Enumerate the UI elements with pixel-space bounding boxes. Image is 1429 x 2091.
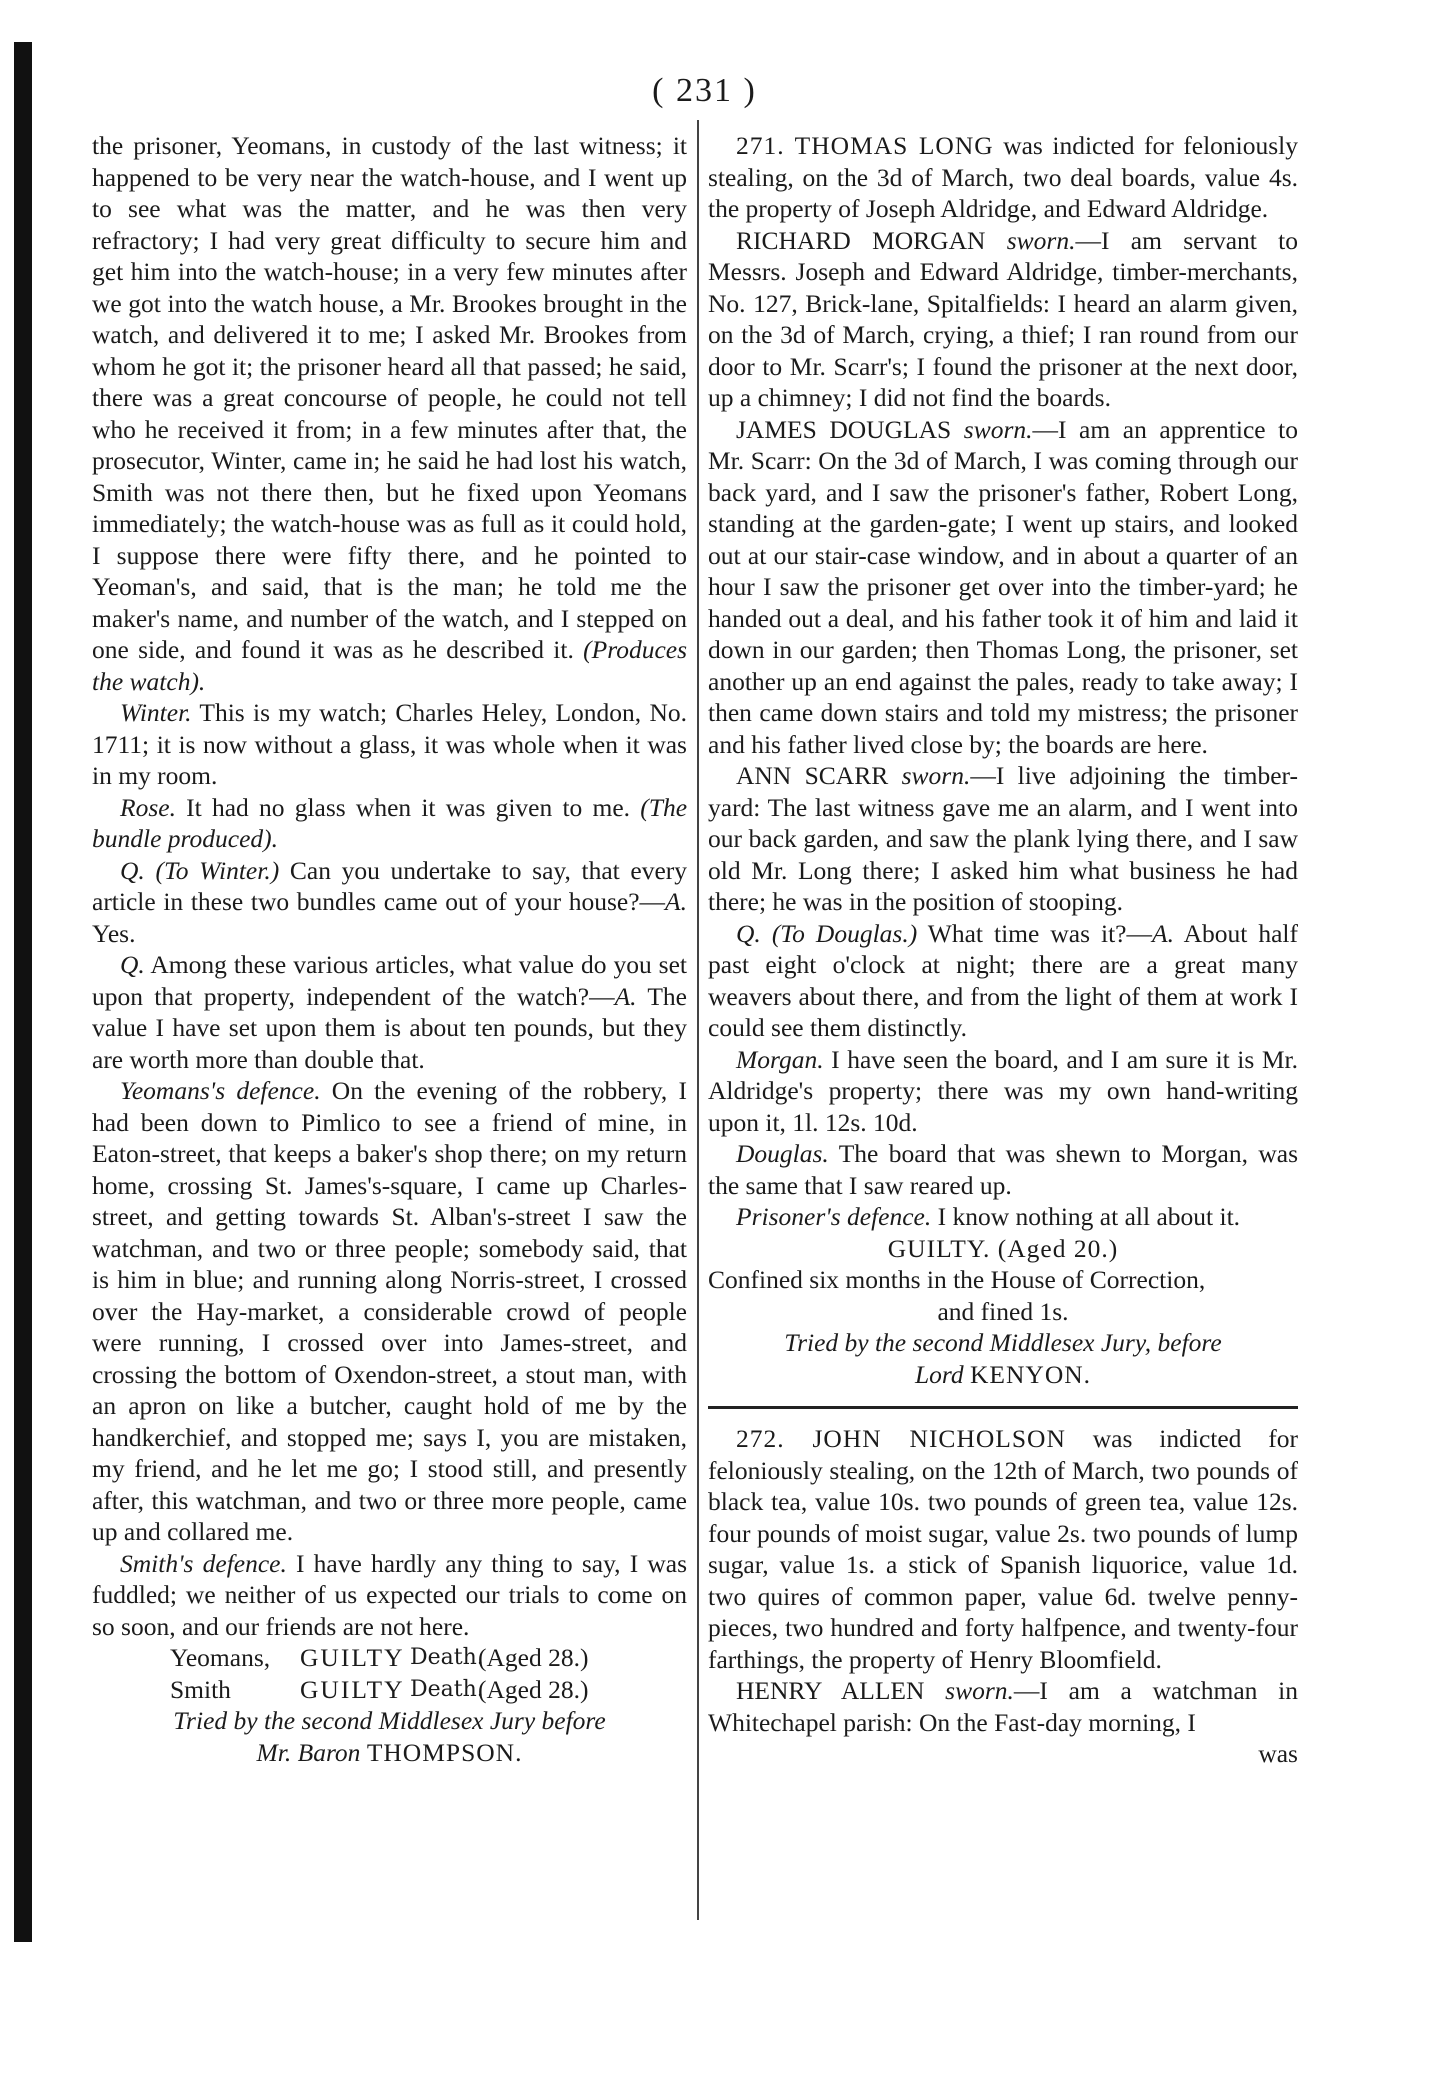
sentence-line: Confined six months in the House of Correction, — [708, 1265, 1206, 1294]
question-to-douglas — [708, 918, 1298, 1044]
age: (Aged 28.) — [478, 1674, 589, 1704]
testimony-text: —I live adjoining the timber-yard: The last witness gave me an alarm, and I went into our back garden, and saw the plank lying there, and I saw old Mr. Long there; I asked him what business he had there; he was in the position of stooping. — [708, 761, 1299, 916]
case-272-indictment — [708, 1423, 1298, 1675]
witness-name: RICHARD MORGAN — [736, 225, 986, 255]
case-heading: 272. JOHN NICHOLSON — [736, 1424, 1066, 1453]
testimony-text: The board that was shewn to Morgan, was the same that I saw reared up. — [708, 1139, 1298, 1200]
speaker-label: Morgan. — [736, 1044, 824, 1074]
verdict: GUILTY — [300, 1643, 405, 1672]
column-divider — [697, 120, 699, 1920]
defence-label: Prisoner's defence. — [736, 1202, 932, 1231]
judge-name: THOMPSON. — [366, 1737, 523, 1767]
indictment-text: was indicted for feloniously stealing, on the 12th of March, two pounds of black tea, value 10s. two pounds of green tea, value 12s. four pounds of moist sugar, value 2s. two pounds of lump sugar, value 1s. a stick of Spanish liquorice, value 1d. two quires of common paper, value 6d. twelve penny-pieces, two hundred and forty halfpence, and twenty-four farthings, the property of Henry Bloomfield. — [708, 1424, 1299, 1674]
addressee: (To Winter.) — [155, 855, 280, 885]
page-number: ( 231 ) — [652, 72, 757, 109]
stage-note: (The bundle produced). — [92, 792, 688, 853]
prisoner-defence — [708, 1201, 1298, 1233]
answer-label: A. — [665, 887, 687, 916]
sworn-label: sworn. — [901, 761, 971, 790]
sworn-label: sworn. — [945, 1676, 1014, 1705]
indictment-text: was indicted for feloniously stealing, on the 3d of March, two deal boards, value 4s. the property of Joseph Aldridge, and Edward Aldridge. — [708, 131, 1298, 223]
judge-line — [92, 1737, 687, 1769]
sentence: Death. — [410, 1645, 484, 1670]
question-value — [92, 949, 687, 1075]
judge-line — [708, 1359, 1298, 1391]
verdict-row — [92, 1642, 687, 1674]
question-text: Can you undertake to say, that every article in these two bundles came out of your house?— — [92, 855, 688, 916]
addressee: (To Douglas.) — [771, 918, 918, 948]
testimony-text: This is my watch; Charles Heley, London, No. 1711; it is now without a glass, it was whole when it was in my room. — [92, 698, 687, 790]
tried-by-line: Tried by the second Middlesex Jury before — [173, 1706, 606, 1735]
scarr-testimony — [708, 760, 1298, 918]
morgan-second-statement — [708, 1044, 1298, 1139]
question-text: Among these various articles, what value do you set upon that property, independent of the watch?— — [92, 950, 688, 1011]
verdict: GUILTY — [300, 1674, 405, 1704]
witness-name: ANN SCARR — [736, 761, 889, 790]
case-271-indictment — [708, 130, 1298, 225]
testimony-text: —I am servant to Messrs. Joseph and Edward Aldridge, timber-merchants, No. 127, Brick-lane, Spitalfields: I heard an alarm given, on the 3d of March, crying, a thief; I ran round from our door to Mr. Scarr's; I found the prisoner at the next door, up a chimney; I did not find the boards. — [708, 225, 1299, 412]
question-label: Q. — [120, 855, 145, 885]
defence-text: I know nothing at all about it. — [937, 1202, 1241, 1231]
question-text: What time was it?— — [927, 918, 1153, 948]
morgan-testimony — [708, 225, 1298, 414]
question-to-winter — [92, 855, 687, 950]
verdict-row — [92, 1674, 687, 1706]
defence-text: On the evening of the robbery, I had been down to Pimlico to see a friend of mine, in Eaton-street, that keeps a baker's shop there; on my return home, crossing St. James's-square, I came up Charles-street, and getting towards St. Alban's-street I saw the watchman, and two or three people; somebody said, that is him in blue; and running along Norris-street, I crossed over the Hay-market, a considerable crowd of people were running, I crossed over into James-street, and crossing the bottom of Oxendon-street, a stout man, with an apron on like a butcher, caught hold of me by the handkerchief, and stopped me; says I, you are mistaken, my friend, and he let me go; I stood still, and presently after, this watchman, and two or three more people, came up and collared me. — [92, 1076, 688, 1546]
verdict-271: GUILTY. (Aged 20.) — [887, 1233, 1119, 1263]
witness-name: HENRY ALLEN — [736, 1676, 925, 1705]
left-column — [92, 130, 687, 1768]
sworn-label: sworn. — [1006, 225, 1076, 255]
speaker-label: Winter. — [120, 698, 192, 727]
question-label: Q. — [736, 918, 761, 948]
defendant-name: Smith — [170, 1674, 231, 1704]
defence-label: Yeomans's defence. — [120, 1076, 321, 1105]
stage-note: (Produces the watch). — [92, 635, 688, 696]
rose-testimony — [92, 792, 687, 855]
testimony-text: the prisoner, Yeomans, in custody of the last witness; it happened to be very near the watch-house, and I went up to see what was the matter, and he was then very refractory; I had very great difficulty to secure him and get him into the watch-house; in a very few minutes after we got into the watch house, a Mr. Brookes brought in the watch, and delivered it to me; I asked Mr. Brookes from whom he got it; the prisoner heard all that passed; he said, there was a great concourse of people, he could not tell who he received it from; in a few minutes after that, the prosecutor, Winter, came in; he said he had lost his watch, Smith was not there then, but he fixed upon Yeomans immediately; the watch-house was as full as it could hold, I suppose there were fifty there, and he pointed to Yeoman's, and said, that is the man; he told me the maker's name, and number of the watch, and I stepped on one side, and found it was as he described it. — [92, 131, 687, 664]
right-column — [708, 130, 1298, 1770]
answer-label: A. — [1152, 918, 1174, 948]
judge-name: KENYON. — [970, 1359, 1092, 1389]
defendant-name: Yeomans, — [170, 1643, 271, 1672]
speaker-label: Rose. — [120, 792, 176, 822]
sentence: Death. — [410, 1676, 484, 1702]
answer-label: A. — [614, 981, 637, 1011]
answer-text: The value I have set upon them is about ten pounds, but they are worth more than double that. — [92, 981, 687, 1074]
winter-testimony — [92, 697, 687, 792]
yeomans-defence — [92, 1075, 687, 1548]
question-label: Q. — [120, 950, 145, 979]
judge-prefix: Mr. Baron — [256, 1737, 361, 1767]
defence-text: I have hardly any thing to say, I was fuddled; we neither of us expected our trials to come on so soon, and our friends are not here. — [92, 1548, 687, 1641]
testimony-text: —I am an apprentice to Mr. Scarr: On the 3d of March, I was coming through our back yard, and I saw the prisoner's father, Robert Long, standing at the garden-gate; I went up stairs, and looked out at our stair-case window, and in about a quarter of an hour I saw the prisoner get over into the timber-yard; he handed out a deal, and his father took it of him and laid it down in our garden; then Thomas Long, the prisoner, set another up an end against the pales, ready to take away; I then came down stairs and told my mistress; the prisoner and his father lived close by; the boards are here. — [708, 414, 1299, 759]
answer-text: About half past eight o'clock at night; there are a great many weavers about there, and from the light of them at work I could see them distinctly. — [708, 918, 1298, 1042]
testimony-text: I have seen the board, and I am sure it is Mr. Aldridge's property; there was my own hand-writing upon it, 1l. 12s. 10d. — [708, 1044, 1298, 1137]
section-rule — [708, 1406, 1298, 1409]
testimony-continuation — [92, 130, 687, 697]
defence-label: Smith's defence. — [120, 1548, 287, 1578]
catchword: was — [1258, 1739, 1298, 1768]
smith-defence — [92, 1548, 687, 1643]
tried-by-line: Tried by the second Middlesex Jury, before — [784, 1328, 1222, 1357]
testimony-text: —I am a watchman in Whitechapel parish: On the Fast-day morning, I — [708, 1676, 1298, 1737]
case-heading: 271. THOMAS LONG — [736, 131, 994, 160]
witness-name: JAMES DOUGLAS — [736, 414, 952, 444]
answer-text: Yes. — [92, 918, 136, 948]
allen-testimony — [708, 1675, 1298, 1738]
age: (Aged 28.) — [478, 1643, 589, 1672]
judge-prefix: Lord — [914, 1359, 964, 1389]
sworn-label: sworn. — [963, 414, 1033, 444]
douglas-testimony — [708, 414, 1298, 761]
book-spine-shadow — [14, 42, 32, 1942]
testimony-text: It had no glass when it was given to me. — [186, 792, 631, 822]
douglas-second-statement — [708, 1138, 1298, 1201]
speaker-label: Douglas. — [736, 1139, 829, 1168]
fine-line: and fined 1s. — [937, 1296, 1069, 1326]
